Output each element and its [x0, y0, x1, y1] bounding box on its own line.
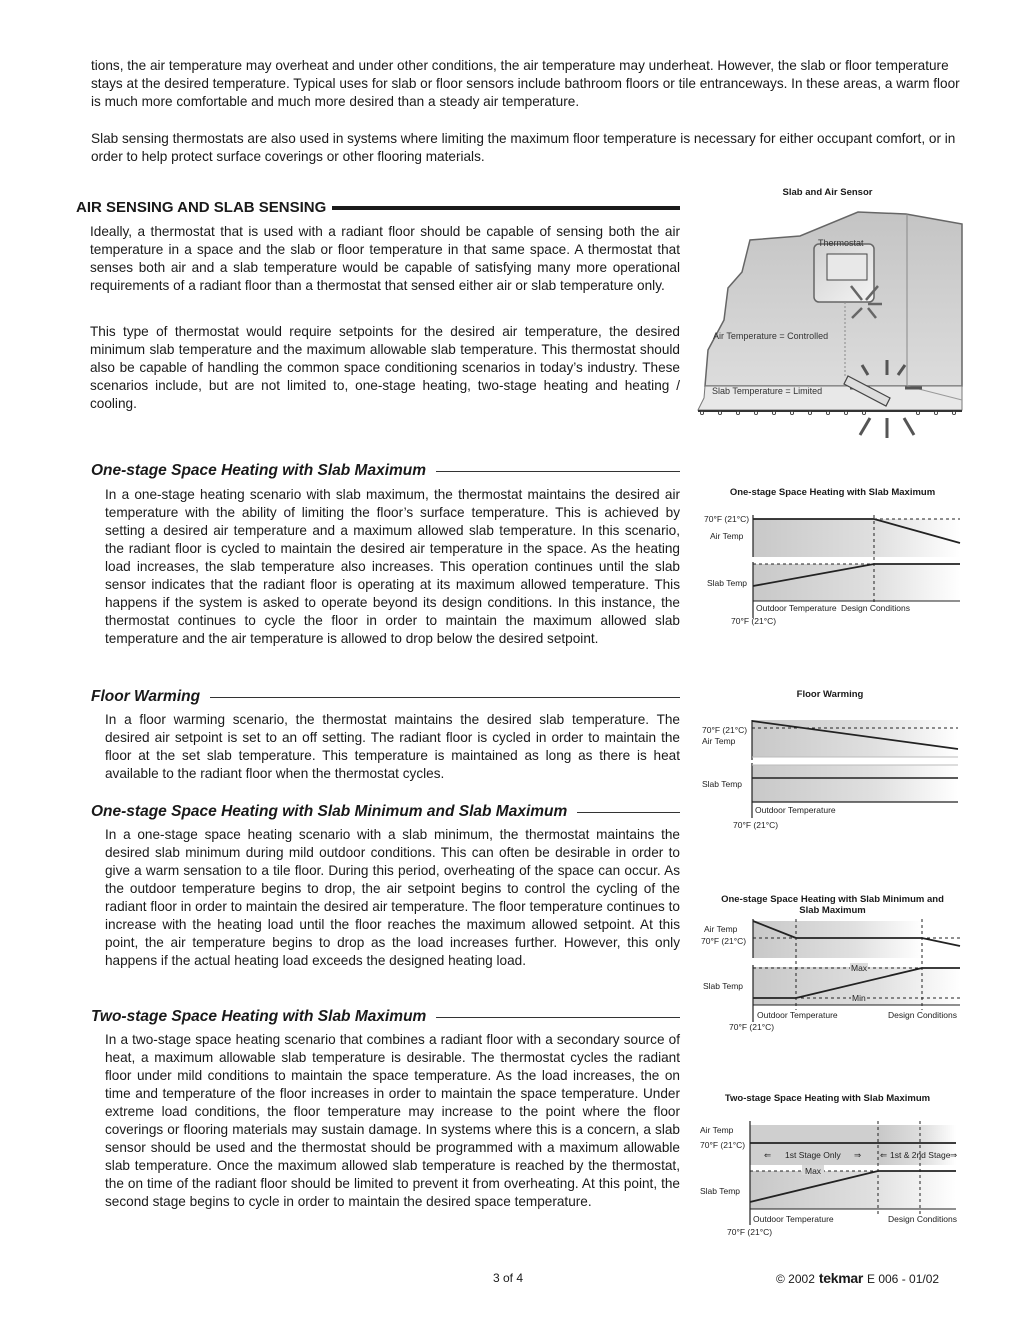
section-heading-1: [91, 462, 680, 480]
section-body-1: In a one-stage heating scenario with slab maximum, the thermostat maintains the desired air temperature with the ability of limiting the floor’s surface temperature. This is achieved by setting a desired air temperature and a maximum allowed slab temperature. In this scenario, the radiant floor is cycled to maintain the desired air temperature in the space. As the heating load increases, the slab temperature also increases. This operation continues until the slab sensor indicates that the radiant floor is operating at its maximum allowed temperature. This happens if the system is asked to operate beyond its design conditions. In this instance, the thermostat continues to cycle the floor in order to maintain the maximum allowed slab temperature and the air temperature is allowed to drop below the desired setpoint.: [105, 487, 680, 646]
air-temp-label: Air Temp: [702, 736, 736, 746]
slab-temp-label: Slab Temp: [707, 578, 748, 588]
setpoint-label: 70°F (21°C): [700, 1140, 746, 1150]
section-body-2: In a floor warming scenario, the thermostat maintains the desired slab temperature. The desired air setpoint is set to an off setting. The radiant floor is cycled in order to maintain the floor at the set slab temperature. This temperature is maintained as long as there is heat available to the radiant floor when the thermostat cycles.: [105, 712, 680, 781]
x-label-design: Design Conditions: [888, 1214, 957, 1224]
x-label-outdoor: Outdoor Temperature: [753, 1214, 834, 1224]
arrow-right-icon: ⇒: [854, 1150, 862, 1160]
slab-temp-label: Slab Temp: [703, 981, 744, 991]
x-label-outdoor: Outdoor Temperature: [756, 603, 837, 613]
slab-temperature-label: Slab Temperature = Limited: [712, 386, 823, 396]
page-number: 3 of 4: [493, 1271, 524, 1285]
slab-air-sensor-illustration: [690, 200, 970, 440]
heading-text: Floor Warming: [91, 688, 201, 705]
chart-floor-warming: [690, 710, 970, 835]
arrow-right-icon: ⇒: [950, 1150, 958, 1160]
title-line-2: Slab Maximum: [799, 905, 866, 916]
copyright-text: © 2002: [776, 1272, 815, 1286]
main-paragraph-2: This type of thermostat would require setpoints for the desired air temperature, the desired minimum slab temperature and the maximum allowable slab temperature. This thermostat should also be capable of handling the common space conditioning scenarios in today’s industry. These scenarios include, but are not limited to, one-stage heating, two-stage heating and heating / cooling.: [90, 324, 680, 411]
section-heading-2: [91, 688, 680, 706]
brand-logo: tekmar: [818, 1270, 863, 1286]
thermostat-label: Thermostat: [818, 238, 864, 248]
setpoint-label: 70°F (21°C): [704, 514, 750, 524]
section-heading-4: [91, 1008, 680, 1026]
air-temp-label: Air Temp: [710, 531, 744, 541]
heading-rule: [436, 471, 680, 472]
heading-text: AIR SENSING AND SLAB SENSING: [76, 199, 327, 216]
arrow-left-icon: ⇐: [880, 1150, 888, 1160]
heading-rule: [332, 206, 680, 210]
intro-paragraph-2: Slab sensing thermostats are also used in systems where limiting the maximum floor temperature is necessary for either occupant comfort, or in order to help protect surface coverings or other flooring materials.: [91, 131, 956, 164]
heading-rule: [577, 812, 680, 813]
section-body-3: In a one-stage space heating scenario with a slab minimum, the thermostat maintains the desired slab minimum during mild outdoor conditions. This can often be desirable in order to give a warm sensation to a tile floor. During this period, overheating of the space can occur. As the outdoor temperature begins to drop, the air setpoint begins to control the cycling of the radiant floor in order to maintain the desired air temperature. The floor temperature continues to increase with the heating load until the floor reaches the maximum allowed setpoint. At this point, the air temperature begins to drop as the load increases further. However, this only happens if the actual heating load exceeds the designed heating load.: [105, 827, 680, 968]
figure-title-sensor: Slab and Air Sensor: [782, 187, 873, 198]
heading-text: One-stage Space Heating with Slab Maximum: [91, 462, 427, 479]
slab-temp-label: Slab Temp: [702, 779, 743, 789]
slab-temp-label: Slab Temp: [700, 1186, 741, 1196]
max-label: Max: [805, 1166, 822, 1176]
x-label-outdoor: Outdoor Temperature: [755, 805, 836, 815]
chart-one-stage-slab-max: [690, 505, 970, 630]
x-label-outdoor: Outdoor Temperature: [757, 1010, 838, 1020]
section-body-4: In a two-stage space heating scenario that combines a radiant floor with a secondary source of heat, a maximum allowable slab temperature is desirable. The thermostat cycles the radiant floor under mild conditions to maintain the space temperature. As the load increases, the on time and temperature of the floor increases in order to maintain the space temperature. Under extreme load conditions, the floor temperature may increase to the point where the floor coverings or flooring materials may sustain damage. In systems where this is a concern, a slab sensor should be used and the thermostat should be programmed with a maximum allowable slab temperature. Once the maximum allowed slab temperature is reached by the thermostat, the on time of the radiant floor should be limited to prevent it from overheating. At this point, the second stage begins to cycle in order to maintain the desired space temperature.: [105, 1032, 680, 1209]
air-temp-label: Air Temp: [704, 924, 738, 934]
x-label-design: Design Conditions: [888, 1010, 957, 1020]
heading-rule: [436, 1017, 680, 1018]
section-heading-air-slab: [76, 199, 680, 216]
heading-rule: [210, 697, 680, 698]
chart-title-4: Two-stage Space Heating with Slab Maximum: [724, 1093, 931, 1104]
min-label: Min: [852, 993, 866, 1003]
title-line-1: One-stage Space Heating with Slab Minimum and: [721, 894, 944, 905]
x-origin-label: 70°F (21°C): [729, 1022, 775, 1032]
air-temp-label: Air Temp: [700, 1125, 734, 1135]
doc-number: E 006 - 01/02: [867, 1272, 940, 1286]
x-origin-label: 70°F (21°C): [727, 1227, 773, 1237]
chart-title-3: [700, 894, 965, 916]
chart-one-stage-slab-min-max: [690, 915, 970, 1035]
x-origin-label: 70°F (21°C): [733, 820, 779, 830]
heading-text: One-stage Space Heating with Slab Minimum and Slab Maximum: [91, 803, 568, 820]
x-label-design: Design Conditions: [841, 603, 910, 613]
x-origin-label: 70°F (21°C): [731, 616, 777, 626]
main-paragraph-1: Ideally, a thermostat that is used with a radiant floor should be capable of sensing both the air temperature in a space and the slab or floor temperature in that same space. A thermostat that senses both air and a slab temperature would be capable of satisfying many more operational requirements of a radiant floor than a thermostat that sensed either air or slab temperature only.: [90, 224, 680, 293]
setpoint-label: 70°F (21°C): [702, 725, 748, 735]
setpoint-label: 70°F (21°C): [701, 936, 747, 946]
stage-1-label: 1st Stage Only: [785, 1150, 841, 1160]
footer-copyright: [776, 1270, 939, 1286]
heading-text: Two-stage Space Heating with Slab Maximum: [91, 1008, 427, 1025]
intro-paragraph-1: tions, the air temperature may overheat and under other conditions, the air temperature may underheat. However, the slab or floor temperature stays at the desired temperature. Typical uses for slab or floor sensors include bathroom floors or tile entranceways. In these areas, a warm floor is much more comfortable and much more desired than a steady air temperature.: [91, 58, 960, 109]
chart-title-2: Floor Warming: [796, 689, 864, 700]
stage-1-2-label: 1st & 2nd Stage: [890, 1150, 951, 1160]
section-heading-3: [91, 803, 680, 821]
chart-title-1: One-stage Space Heating with Slab Maximum: [729, 487, 936, 498]
arrow-left-icon: ⇐: [764, 1150, 772, 1160]
chart-two-stage-slab-max: [690, 1115, 970, 1240]
air-temperature-label: Air Temperature = Controlled: [713, 331, 829, 341]
max-label: Max: [851, 963, 868, 973]
